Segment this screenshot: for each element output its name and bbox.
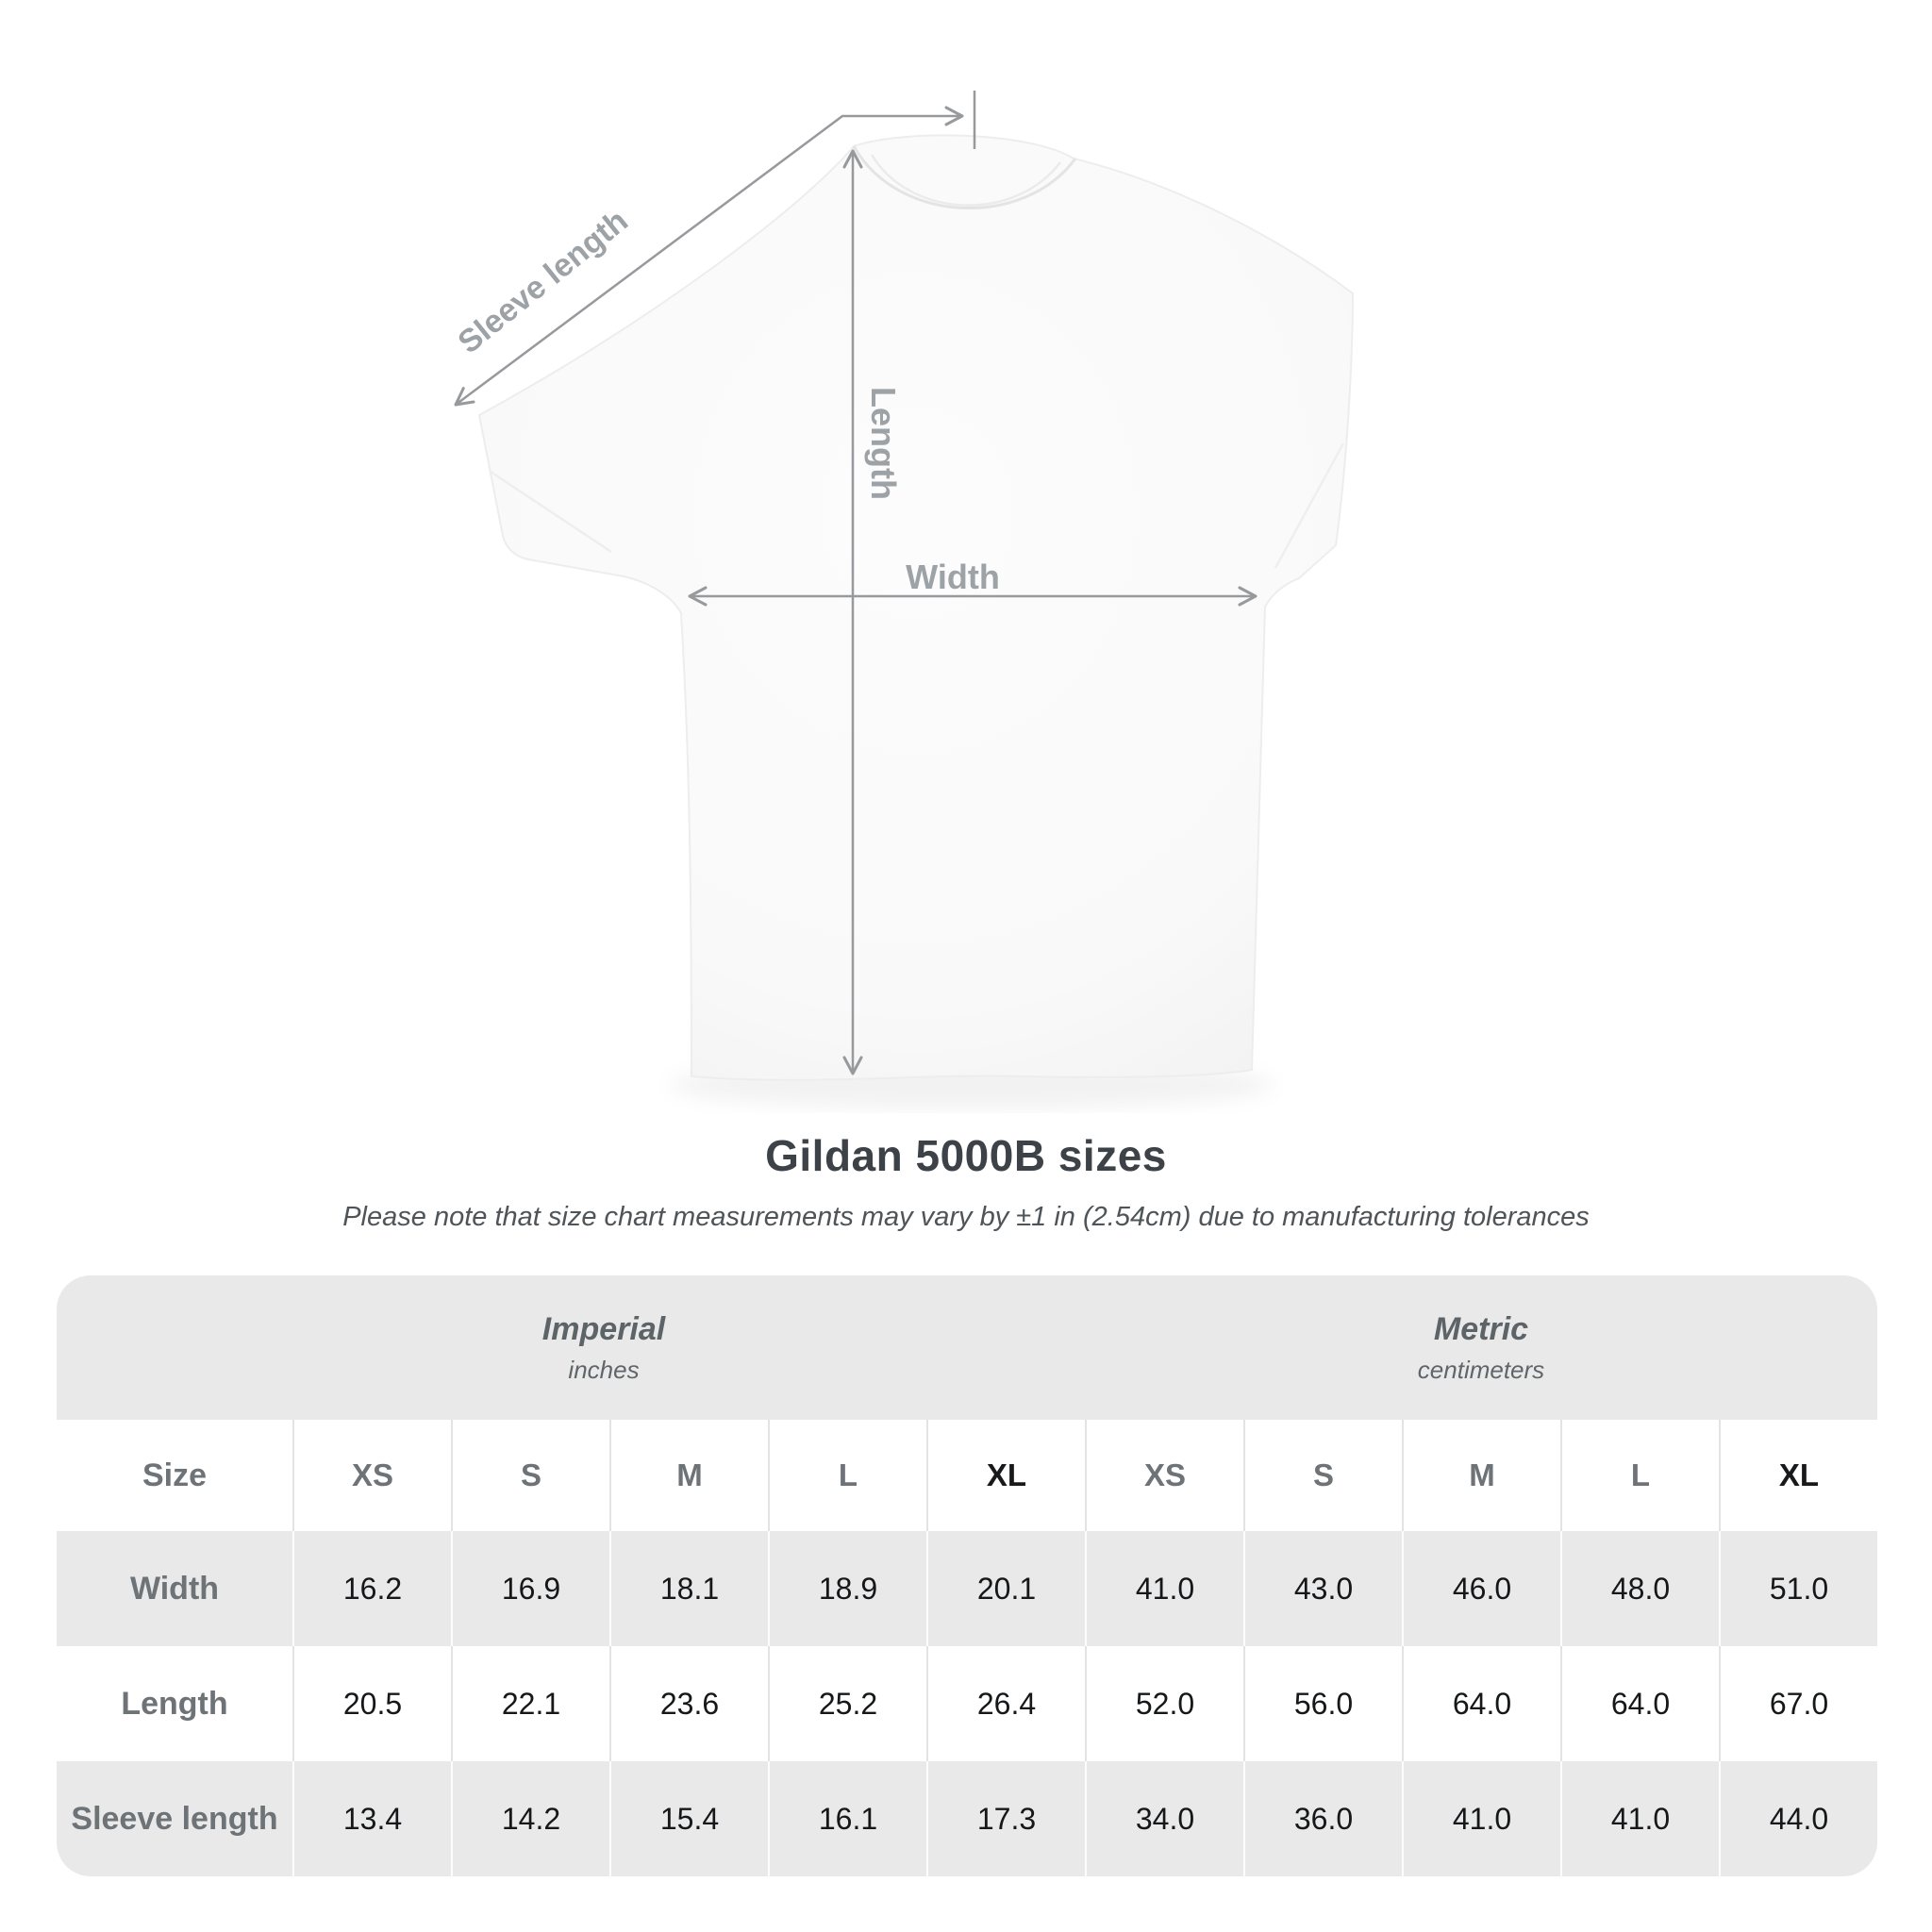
column-header-metric-m: M	[1402, 1420, 1560, 1531]
width-metric-xl: 51.0	[1719, 1531, 1877, 1646]
length-imperial-m: 23.6	[609, 1646, 768, 1761]
length-label: Length	[864, 387, 903, 500]
row-label-sleeve-length: Sleeve length	[71, 1800, 278, 1837]
metric-unit-label: centimeters	[1417, 1355, 1545, 1384]
width-metric-l: 48.0	[1560, 1531, 1719, 1646]
length-imperial-xs: 20.5	[292, 1646, 451, 1761]
column-header-imperial-s: S	[451, 1420, 609, 1531]
imperial-unit-label: inches	[568, 1355, 640, 1384]
tshirt-silhouette	[479, 135, 1353, 1079]
length-metric-l: 64.0	[1560, 1646, 1719, 1761]
sleeve-imperial-m: 15.4	[609, 1761, 768, 1876]
column-header-metric-l: L	[1560, 1420, 1719, 1531]
sleeve-imperial-s: 14.2	[451, 1761, 609, 1876]
column-header-imperial-l: L	[768, 1420, 926, 1531]
size-header-row	[57, 1420, 1877, 1531]
length-metric-xs: 52.0	[1085, 1646, 1243, 1761]
size-table	[57, 1275, 1877, 1876]
width-metric-xs: 41.0	[1085, 1531, 1243, 1646]
imperial-label: Imperial	[541, 1310, 666, 1347]
column-header-imperial-xs: XS	[292, 1420, 451, 1531]
sleeve-imperial-xl: 17.3	[926, 1761, 1085, 1876]
column-header-imperial-xl: XL	[926, 1420, 1085, 1531]
row-label-length: Length	[121, 1685, 228, 1722]
size-corner-header: Size	[142, 1457, 208, 1493]
width-imperial-m: 18.1	[609, 1531, 768, 1646]
table-row-sleeve-length	[57, 1761, 1877, 1876]
column-header-imperial-m: M	[609, 1420, 768, 1531]
sleeve-metric-m: 41.0	[1402, 1761, 1560, 1876]
length-metric-m: 64.0	[1402, 1646, 1560, 1761]
column-header-metric-xs: XS	[1085, 1420, 1243, 1531]
width-label: Width	[906, 558, 1000, 596]
length-imperial-l: 25.2	[768, 1646, 926, 1761]
width-imperial-xl: 20.1	[926, 1531, 1085, 1646]
length-metric-s: 56.0	[1243, 1646, 1402, 1761]
sleeve-imperial-xs: 13.4	[292, 1761, 451, 1876]
table-row-width	[57, 1531, 1877, 1646]
length-imperial-xl: 26.4	[926, 1646, 1085, 1761]
sleeve-metric-s: 36.0	[1243, 1761, 1402, 1876]
column-header-metric-s: S	[1243, 1420, 1402, 1531]
width-imperial-l: 18.9	[768, 1531, 926, 1646]
sleeve-metric-xs: 34.0	[1085, 1761, 1243, 1876]
sleeve-imperial-l: 16.1	[768, 1761, 926, 1876]
sleeve-metric-l: 41.0	[1560, 1761, 1719, 1876]
width-metric-m: 46.0	[1402, 1531, 1560, 1646]
sleeve-length-label: Sleeve length	[451, 202, 635, 361]
imperial-group-header	[57, 1275, 1085, 1420]
length-metric-xl: 67.0	[1719, 1646, 1877, 1761]
width-imperial-xs: 16.2	[292, 1531, 451, 1646]
width-imperial-s: 16.9	[451, 1531, 609, 1646]
sleeve-metric-xl: 44.0	[1719, 1761, 1877, 1876]
unit-header-band	[57, 1275, 1877, 1420]
page-title: Gildan 5000B sizes	[765, 1131, 1167, 1180]
width-metric-s: 43.0	[1243, 1531, 1402, 1646]
tolerance-note: Please note that size chart measurements may vary by ±1 in (2.54cm) due to manufacturing tolerances	[342, 1202, 1590, 1232]
metric-label: Metric	[1433, 1310, 1529, 1347]
tshirt-image	[330, 57, 1415, 1113]
row-label-width: Width	[129, 1570, 220, 1607]
metric-group-header	[1085, 1275, 1877, 1420]
tshirt-diagram	[330, 57, 1415, 1113]
length-imperial-s: 22.1	[451, 1646, 609, 1761]
column-header-metric-xl: XL	[1719, 1420, 1877, 1531]
table-row-length	[57, 1646, 1877, 1761]
